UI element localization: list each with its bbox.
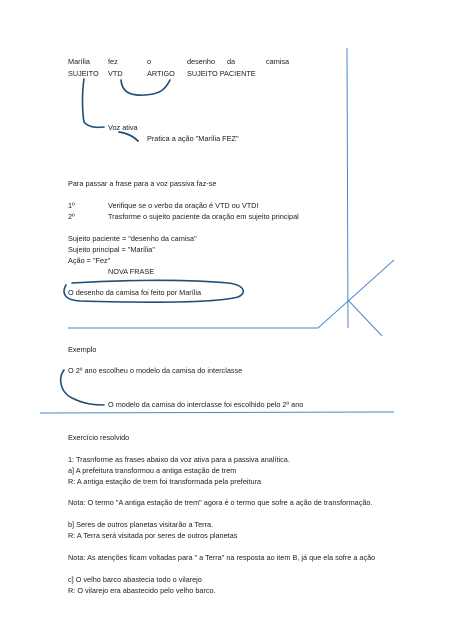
exercicio-item-b: b] Seres de outros planetas visitarão a Terra. <box>68 520 214 529</box>
exemplo-result: O modelo da camisa do interclasse foi escolhido pelo 2º ano <box>108 400 304 409</box>
role-sujeito: SUJEITO <box>68 69 99 78</box>
assignment-sujeito-principal: Sujeito principal = "Marília" <box>68 245 155 254</box>
intro-text: Para passar a frase para a voz passiva faz-se <box>68 179 217 188</box>
pratica-tick-ink <box>119 132 138 141</box>
exercicio-title: Exercício resolvido <box>68 433 130 442</box>
vertical-rule-line <box>347 48 348 328</box>
word-da: da <box>227 57 236 66</box>
vtd-underline-ink <box>121 80 170 95</box>
nova-frase-sentence: O desenho da camisa foi feito por Marília <box>68 288 202 297</box>
exercicio-instruction: 1: Trasnforme as frases abaixo da voz ativa para a passiva analítica. <box>68 455 290 464</box>
word-camisa: camisa <box>266 57 290 66</box>
role-sujeito-paciente: SUJEITO PACIENTE <box>187 69 256 78</box>
exercicio-answer-c: R: O vilarejo era abastecido pelo velho barco. <box>68 586 216 595</box>
exercicio-note-a: Nota: O termo "A antiga estação de trem" agora é o termo que sofre a ação de transformação. <box>68 498 373 507</box>
exercicio-answer-b: R: A Terra será visitada por seres de outros planetas <box>68 531 238 540</box>
word-desenho: desenho <box>187 57 215 66</box>
word-marilia: Marília <box>68 57 90 66</box>
exemplo-title: Exemplo <box>68 345 97 354</box>
exercicio-item-a: a] A prefeitura transformou a antiga estação de trem <box>68 466 237 475</box>
step-1-number: 1º <box>68 201 75 210</box>
word-o: o <box>147 57 152 66</box>
nova-frase-label: NOVA FRASE <box>108 267 155 276</box>
pratica-label: Pratica a ação "Marília FEZ" <box>147 134 239 143</box>
step-1-text: Verifique se o verbo da oração é VTD ou VTDI <box>108 201 259 210</box>
exercicio-answer-a: R: A antiga estação de trem foi transformada pela prefeitura <box>68 477 262 486</box>
exercicio-note-b: Nota: As atenções ficam voltadas para " a Terra" na resposta ao item B, já que ela sofre a ação <box>68 553 376 562</box>
exemplo-bracket-ink <box>61 370 104 405</box>
sujeito-bracket-ink <box>83 79 105 127</box>
horizontal-rule-line-2 <box>40 412 394 413</box>
role-artigo: ARTIGO <box>147 69 175 78</box>
step-2-number: 2º <box>68 212 75 221</box>
exercicio-item-c: c] O velho barco abastecia todo o vilarejo <box>68 575 202 584</box>
voz-ativa-label: Voz ativa <box>108 123 138 132</box>
exemplo-sentence: O 2º ano escolheu o modelo da camisa do interclasse <box>68 366 243 375</box>
word-fez: fez <box>108 57 118 66</box>
assignment-sujeito-paciente: Sujeito paciente = "desenho da camisa" <box>68 234 197 243</box>
step-2-text: Trasforme o sujeito paciente da oração em sujeito principal <box>108 212 299 221</box>
blue-rule-lines <box>40 48 394 413</box>
diagonal-rule-line-down <box>348 300 382 336</box>
role-vtd: VTD <box>108 69 123 78</box>
assignment-acao: Ação = "Fez" <box>68 256 111 265</box>
diagonal-rule-line-up <box>318 260 394 328</box>
